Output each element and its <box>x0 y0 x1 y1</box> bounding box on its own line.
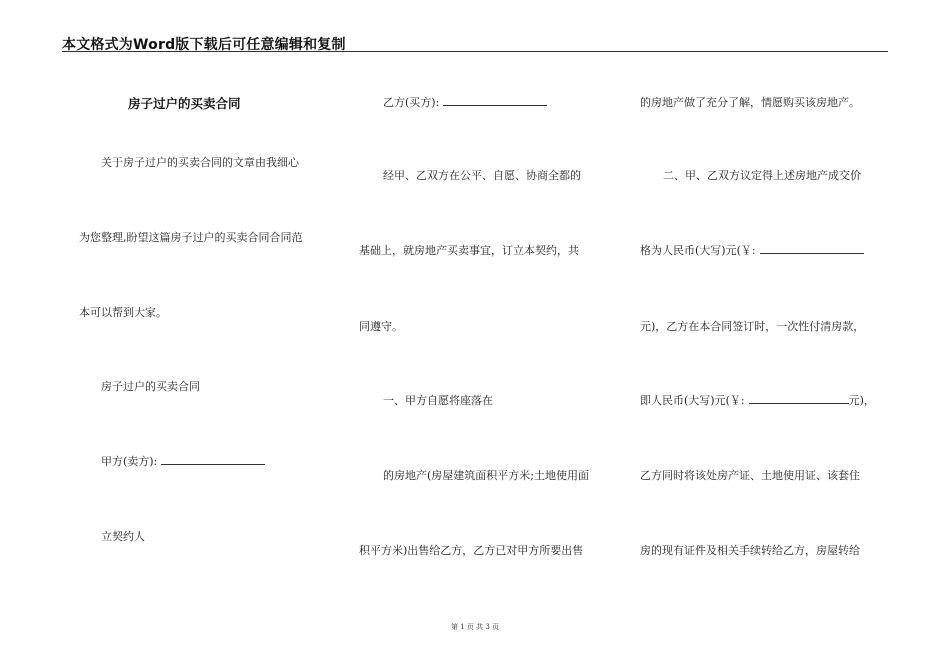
payment-label: 即人民币(大写)元(￥: <box>640 394 745 407</box>
middle-line-7: 积平方米)出售给乙方，乙方已对甲方所要出售 <box>359 544 584 557</box>
right-line-7: 乙方同时将该处房产证、土地使用证、该套住 <box>640 469 860 482</box>
middle-line-3: 基础上，就房地产买卖事宜，订立本契约，共 <box>359 244 579 257</box>
left-line-4: 房子过户的买卖合同 <box>101 380 200 393</box>
seller-label: 甲方(卖方): <box>101 455 158 468</box>
left-line-2: 为您整理,盼望这篇房子过户的买卖合同合同范 <box>79 231 303 244</box>
middle-line-5: 一、甲方自愿将座落在 <box>383 394 493 407</box>
payment-suffix: 元)， <box>848 394 875 407</box>
seller-line <box>101 453 265 469</box>
right-line-1: 的房地产做了充分了解，情愿购买该房地产。 <box>640 96 860 109</box>
buyer-label: 乙方(买方): <box>383 96 440 109</box>
middle-line-6: 的房地产(房屋建筑面积平方米;土地使用面 <box>383 469 589 482</box>
buyer-line <box>383 94 547 110</box>
page-number: 第 1 页 共 3 页 <box>450 623 500 631</box>
right-line-4: 元)，乙方在本合同签订时，一次性付清房款， <box>640 320 865 333</box>
left-line-3: 本可以帮到大家。 <box>79 306 167 319</box>
price-blank <box>760 244 864 254</box>
payment-blank <box>749 394 849 404</box>
right-line-8: 房的现有证件及相关手续转给乙方，房屋转给 <box>640 544 860 557</box>
header-divider <box>62 51 888 52</box>
right-line-2: 二、甲、乙双方议定得上述房地产成交价 <box>663 169 861 182</box>
header-title: 本文格式为Word版下载后可任意编辑和复制 <box>62 37 346 53</box>
middle-line-4: 同遵守。 <box>359 320 403 333</box>
left-line-1: 关于房子过户的买卖合同的文章由我细心 <box>101 156 299 169</box>
contract-title: 房子过户的买卖合同 <box>128 96 241 111</box>
left-line-6: 立契约人 <box>101 530 145 543</box>
price-label: 格为人民币(大写)元(￥: <box>640 244 756 257</box>
payment-line <box>640 392 875 408</box>
price-line <box>640 242 864 258</box>
buyer-blank <box>443 96 547 106</box>
seller-blank <box>161 455 265 465</box>
middle-line-2: 经甲、乙双方在公平、自愿、协商全都的 <box>383 169 581 182</box>
